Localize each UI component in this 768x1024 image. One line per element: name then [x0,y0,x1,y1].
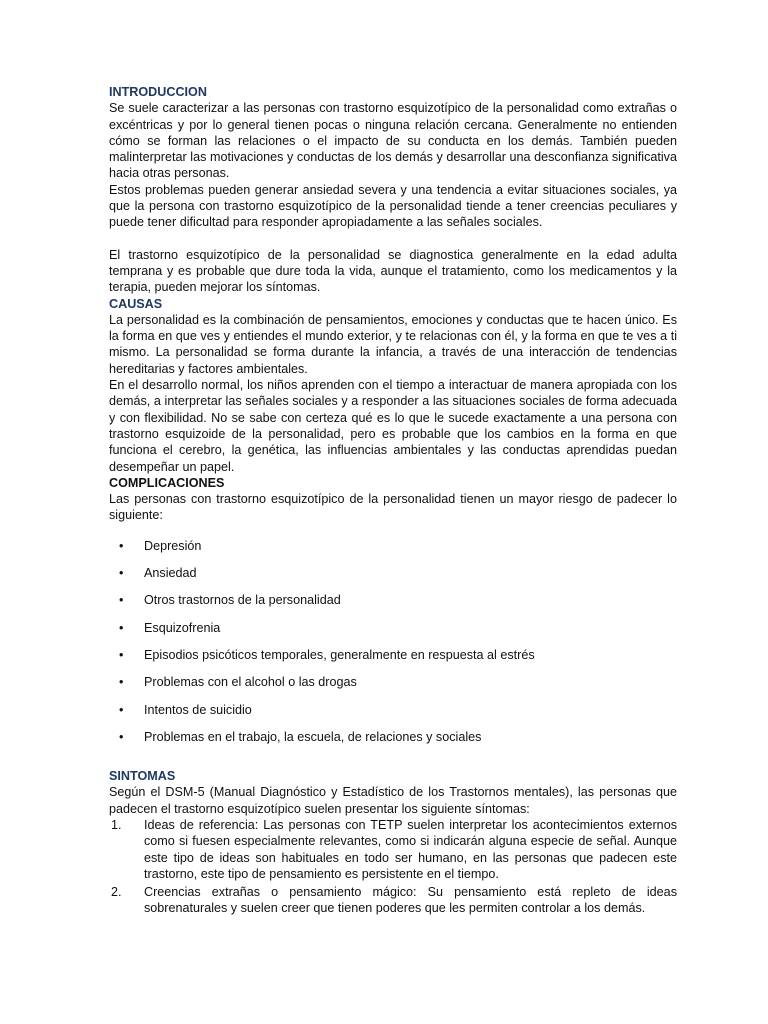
list-item [109,884,677,917]
list-item-text: Ideas de referencia: Las personas con TETP suelen interpretar los acontecimientos externos como si fuesen especialmente relevantes, como si indicarán alguna especie de señal. Aunque este tipo de ideas son habituales en todo ser humano, en las personas que padecen este trastorno, este tipo de pensamiento es persistente en el tiempo. [144,817,677,881]
list-item [109,620,677,647]
complicaciones-intro: Las personas con trastorno esquizotípico de la personalidad tienen un mayor riesgo de padecer lo siguiente: [109,492,677,523]
bullet-icon: • [119,566,124,581]
list-item-text: Episodios psicóticos temporales, generalmente en respuesta al estrés [144,647,535,662]
causas-paragraph-1: La personalidad es la combinación de pensamientos, emociones y conductas que te hacen único. Es la forma en que ves y entiendes el mundo exterior, y te relacionas con él, y la forma en que te ves a ti mismo. La personalidad se forma durante la infancia, a través de una interacción de tendencias hereditarias y factores ambientales. [109,312,677,376]
list-item [109,647,677,674]
causas-paragraph-2: En el desarrollo normal, los niños aprenden con el tiempo a interactuar de manera apropiada con los demás, a interpretar las señales sociales y a responder a las situaciones sociales de forma adecuada y con flexibilidad. No se sabe con certeza qué es lo que le sucede exactamente a una persona con trastorno esquizoide de la personalidad, pero es probable que los cambios en la forma en que funciona el cerebro, la genética, las influencias ambientales y las conductas aprendidas puedan desempeñar un papel. [109,378,677,474]
list-number: 1. [111,817,122,832]
bullet-icon: • [119,538,124,553]
intro-paragraph-1: Se suele caracterizar a las personas con trastorno esquizotípico de la personalidad como extrañas o excéntricas y por lo general tienen pocas o ninguna relación cercana. Generalmente no entienden cómo se forman las relaciones o el impacto de su conducta en los demás. También pueden malinterpretar las motivaciones y conductas de los demás y desarrollar una desconfianza significativa hacia otras personas. [109,101,677,181]
list-item [109,674,677,701]
bullet-icon: • [119,675,124,690]
paragraph-gap [109,231,677,247]
intro-paragraph-3: El trastorno esquizotípico de la personalidad se diagnostica generalmente en la edad adulta temprana y es probable que dure toda la vida, aunque el tratamiento, como los medicamentos y la terapia, pueden mejorar los síntomas. [109,247,677,295]
list-item-text: Creencias extrañas o pensamiento mágico: Su pensamiento está repleto de ideas sobrenaturales y suelen creer que tienen poderes que les permiten controlar a los demás. [144,885,677,916]
list-item [109,565,677,592]
bullet-icon: • [119,620,124,635]
list-item [109,592,677,619]
list-item [109,729,677,756]
list-item-text: Ansiedad [144,566,197,581]
list-item-text: Depresión [144,538,202,553]
list-item-text: Otros trastornos de la personalidad [144,593,341,608]
bullet-icon: • [119,647,124,662]
complicaciones-list [109,538,677,756]
list-item [109,538,677,565]
bullet-icon: • [119,593,124,608]
list-item [109,817,677,882]
sintomas-list [109,817,677,917]
list-item-text: Intentos de suicidio [144,702,252,717]
heading-causas: CAUSAS [109,296,163,311]
heading-introduccion: INTRODUCCION [109,85,207,99]
list-number: 2. [111,885,122,900]
list-item-text: Problemas con el alcohol o las drogas [144,675,357,690]
bullet-icon: • [119,702,124,717]
sintomas-intro: Según el DSM-5 (Manual Diagnóstico y Estadístico de los Trastornos mentales), las personas que padecen el trastorno esquizotípico suelen presentar los siguiente síntomas: [109,785,677,816]
heading-sintomas: SINTOMAS [109,769,176,784]
list-item-text: Esquizofrenia [144,620,221,635]
list-item [109,702,677,729]
intro-paragraph-2: Estos problemas pueden generar ansiedad severa y una tendencia a evitar situaciones sociales, ya que la persona con trastorno esquizotípico de la personalidad tiende a tener creencias peculiares y puede tener dificultad para responder apropiadamente a las señales sociales. [109,182,677,230]
heading-complicaciones: COMPLICACIONES [109,475,225,490]
document-body [109,84,677,919]
bullet-icon: • [119,729,124,744]
list-item-text: Problemas en el trabajo, la escuela, de relaciones y sociales [144,729,482,744]
